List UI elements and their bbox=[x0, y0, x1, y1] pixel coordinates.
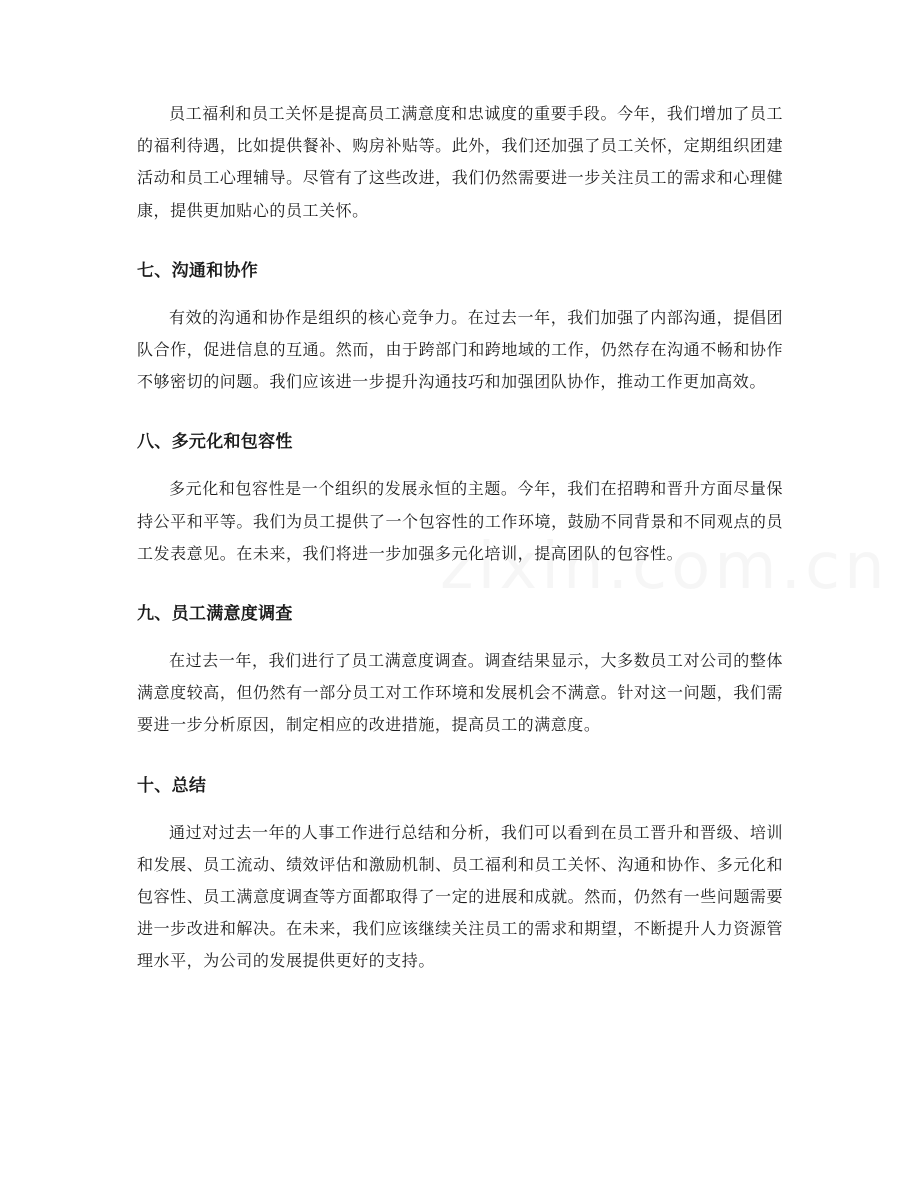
document-page bbox=[137, 98, 783, 978]
section-body-summary: 通过对过去一年的人事工作进行总结和分析，我们可以看到在员工晋升和晋级、培训和发展、员工流动、绩效评估和激励机制、员工福利和员工关怀、沟通和协作、多元化和包容性、员工满意度调查等方面都取得了一定的进展和成就。然而，仍然有一些问题需要进一步改进和解决。在未来，我们应该继续关注员工的需求和期望，不断提升人力资源管理水平，为公司的发展提供更好的支持。 bbox=[137, 822, 783, 971]
intro-paragraph: 员工福利和员工关怀是提高员工满意度和忠诚度的重要手段。今年，我们增加了员工的福利待遇，比如提供餐补、购房补贴等。此外，我们还加强了员工关怀，定期组织团建活动和员工心理辅导。尽管有了这些改进，我们仍然需要进一步关注员工的需求和心理健康，提供更加贴心的员工关怀。 bbox=[137, 104, 783, 220]
section-body-communication: 有效的沟通和协作是组织的核心竞争力。在过去一年，我们加强了内部沟通，提倡团队合作，促进信息的互通。然而，由于跨部门和跨地域的工作，仍然存在沟通不畅和协作不够密切的问题。我们应该进一步提升沟通技巧和加强团队协作，推动工作更加高效。 bbox=[137, 307, 783, 392]
section-body-survey: 在过去一年，我们进行了员工满意度调查。调查结果显示，大多数员工对公司的整体满意度较高，但仍然有一部分员工对工作环境和发展机会不满意。针对这一问题，我们需要进一步分析原因，制定相应的改进措施，提高员工的满意度。 bbox=[137, 651, 783, 735]
section-heading-summary: 十、总结 bbox=[137, 775, 207, 796]
section-heading-survey: 九、员工满意度调查 bbox=[137, 604, 293, 625]
section-body-diversity: 多元化和包容性是一个组织的发展永恒的主题。今年，我们在招聘和晋升方面尽量保持公平和平等。我们为员工提供了一个包容性的工作环境，鼓励不同背景和不同观点的员工发表意见。在未来，我们将进一步加强多元化培训，提高团队的包容性。 bbox=[137, 479, 783, 563]
section-heading-communication: 七、沟通和协作 bbox=[137, 260, 259, 281]
section-heading-diversity: 八、多元化和包容性 bbox=[137, 432, 293, 453]
